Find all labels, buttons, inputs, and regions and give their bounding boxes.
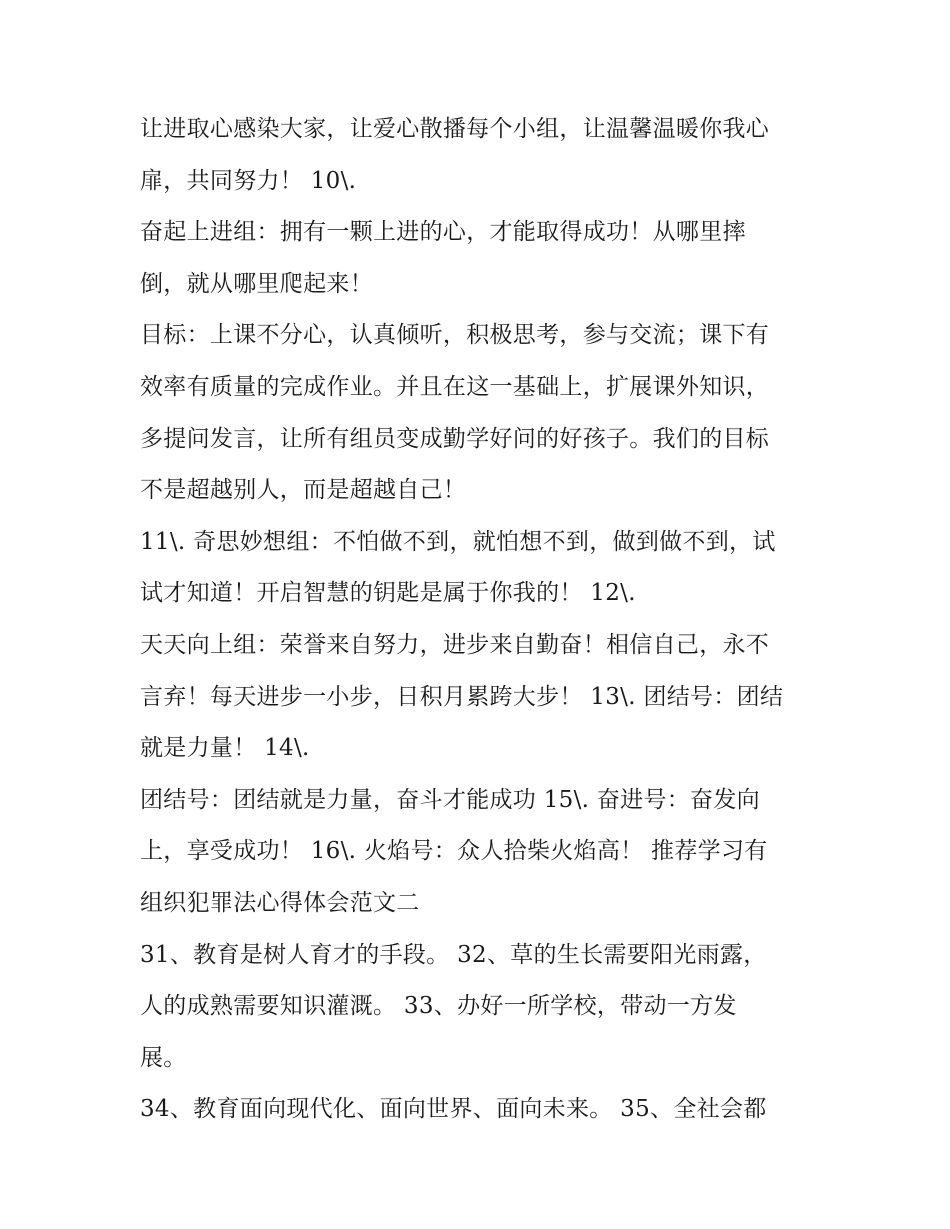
text-line: 团结号：团结就是力量，奋斗才能成功 15\. 奋进号：奋发向 <box>140 786 760 813</box>
text-line: 目标：上课不分心，认真倾听，积极思考，参与交流；课下有 <box>140 322 770 349</box>
text-line: 效率有质量的完成作业。并且在这一基础上，扩展课外知识， <box>140 373 770 400</box>
text-line: 不是超越别人，而是超越自己！ <box>140 477 467 504</box>
text-line: 让进取心感染大家，让爱心散播每个小组，让温馨温暖你我心 <box>140 116 770 142</box>
text-line: 组织犯罪法心得体会范文二 <box>140 889 420 916</box>
text-line: 就是力量！ 14\. <box>140 735 310 762</box>
text-line: 人的成熟需要知识灌溉。 33、办好一所学校，带动一方发 <box>140 993 737 1020</box>
text-line: 31、教育是树人育才的手段。 32、草的生长需要阳光雨露， <box>140 941 767 968</box>
text-line: 34、教育面向现代化、面向世界、面向未来。 35、全社会都 <box>140 1096 767 1123</box>
text-line: 展。 <box>140 1044 187 1071</box>
text-line: 多提问发言，让所有组员变成勤学好问的好孩子。我们的目标 <box>140 425 770 452</box>
text-line: 上，享受成功！ 16\. 火焰号：众人拾柴火焰高！ 推荐学习有 <box>140 838 768 865</box>
document-body <box>140 104 830 1136</box>
text-line: 扉，共同努力！ 10\. <box>140 167 357 194</box>
text-line: 倒，就从哪里爬起来！ <box>140 270 373 297</box>
text-line: 言弃！每天进步一小步，日积月累跨大步！ 13\. 团结号：团结 <box>140 683 784 710</box>
text-line: 奋起上进组：拥有一颗上进的心，才能取得成功！从哪里摔 <box>140 219 746 246</box>
text-line: 11\. 奇思妙想组：不怕做不到，就怕想不到，做到做不到，试 <box>140 528 776 555</box>
text-line: 试才知道！开启智慧的钥匙是属于你我的！ 12\. <box>140 580 636 607</box>
text-line: 天天向上组：荣誉来自努力，进步来自勤奋！相信自己，永不 <box>140 631 770 658</box>
